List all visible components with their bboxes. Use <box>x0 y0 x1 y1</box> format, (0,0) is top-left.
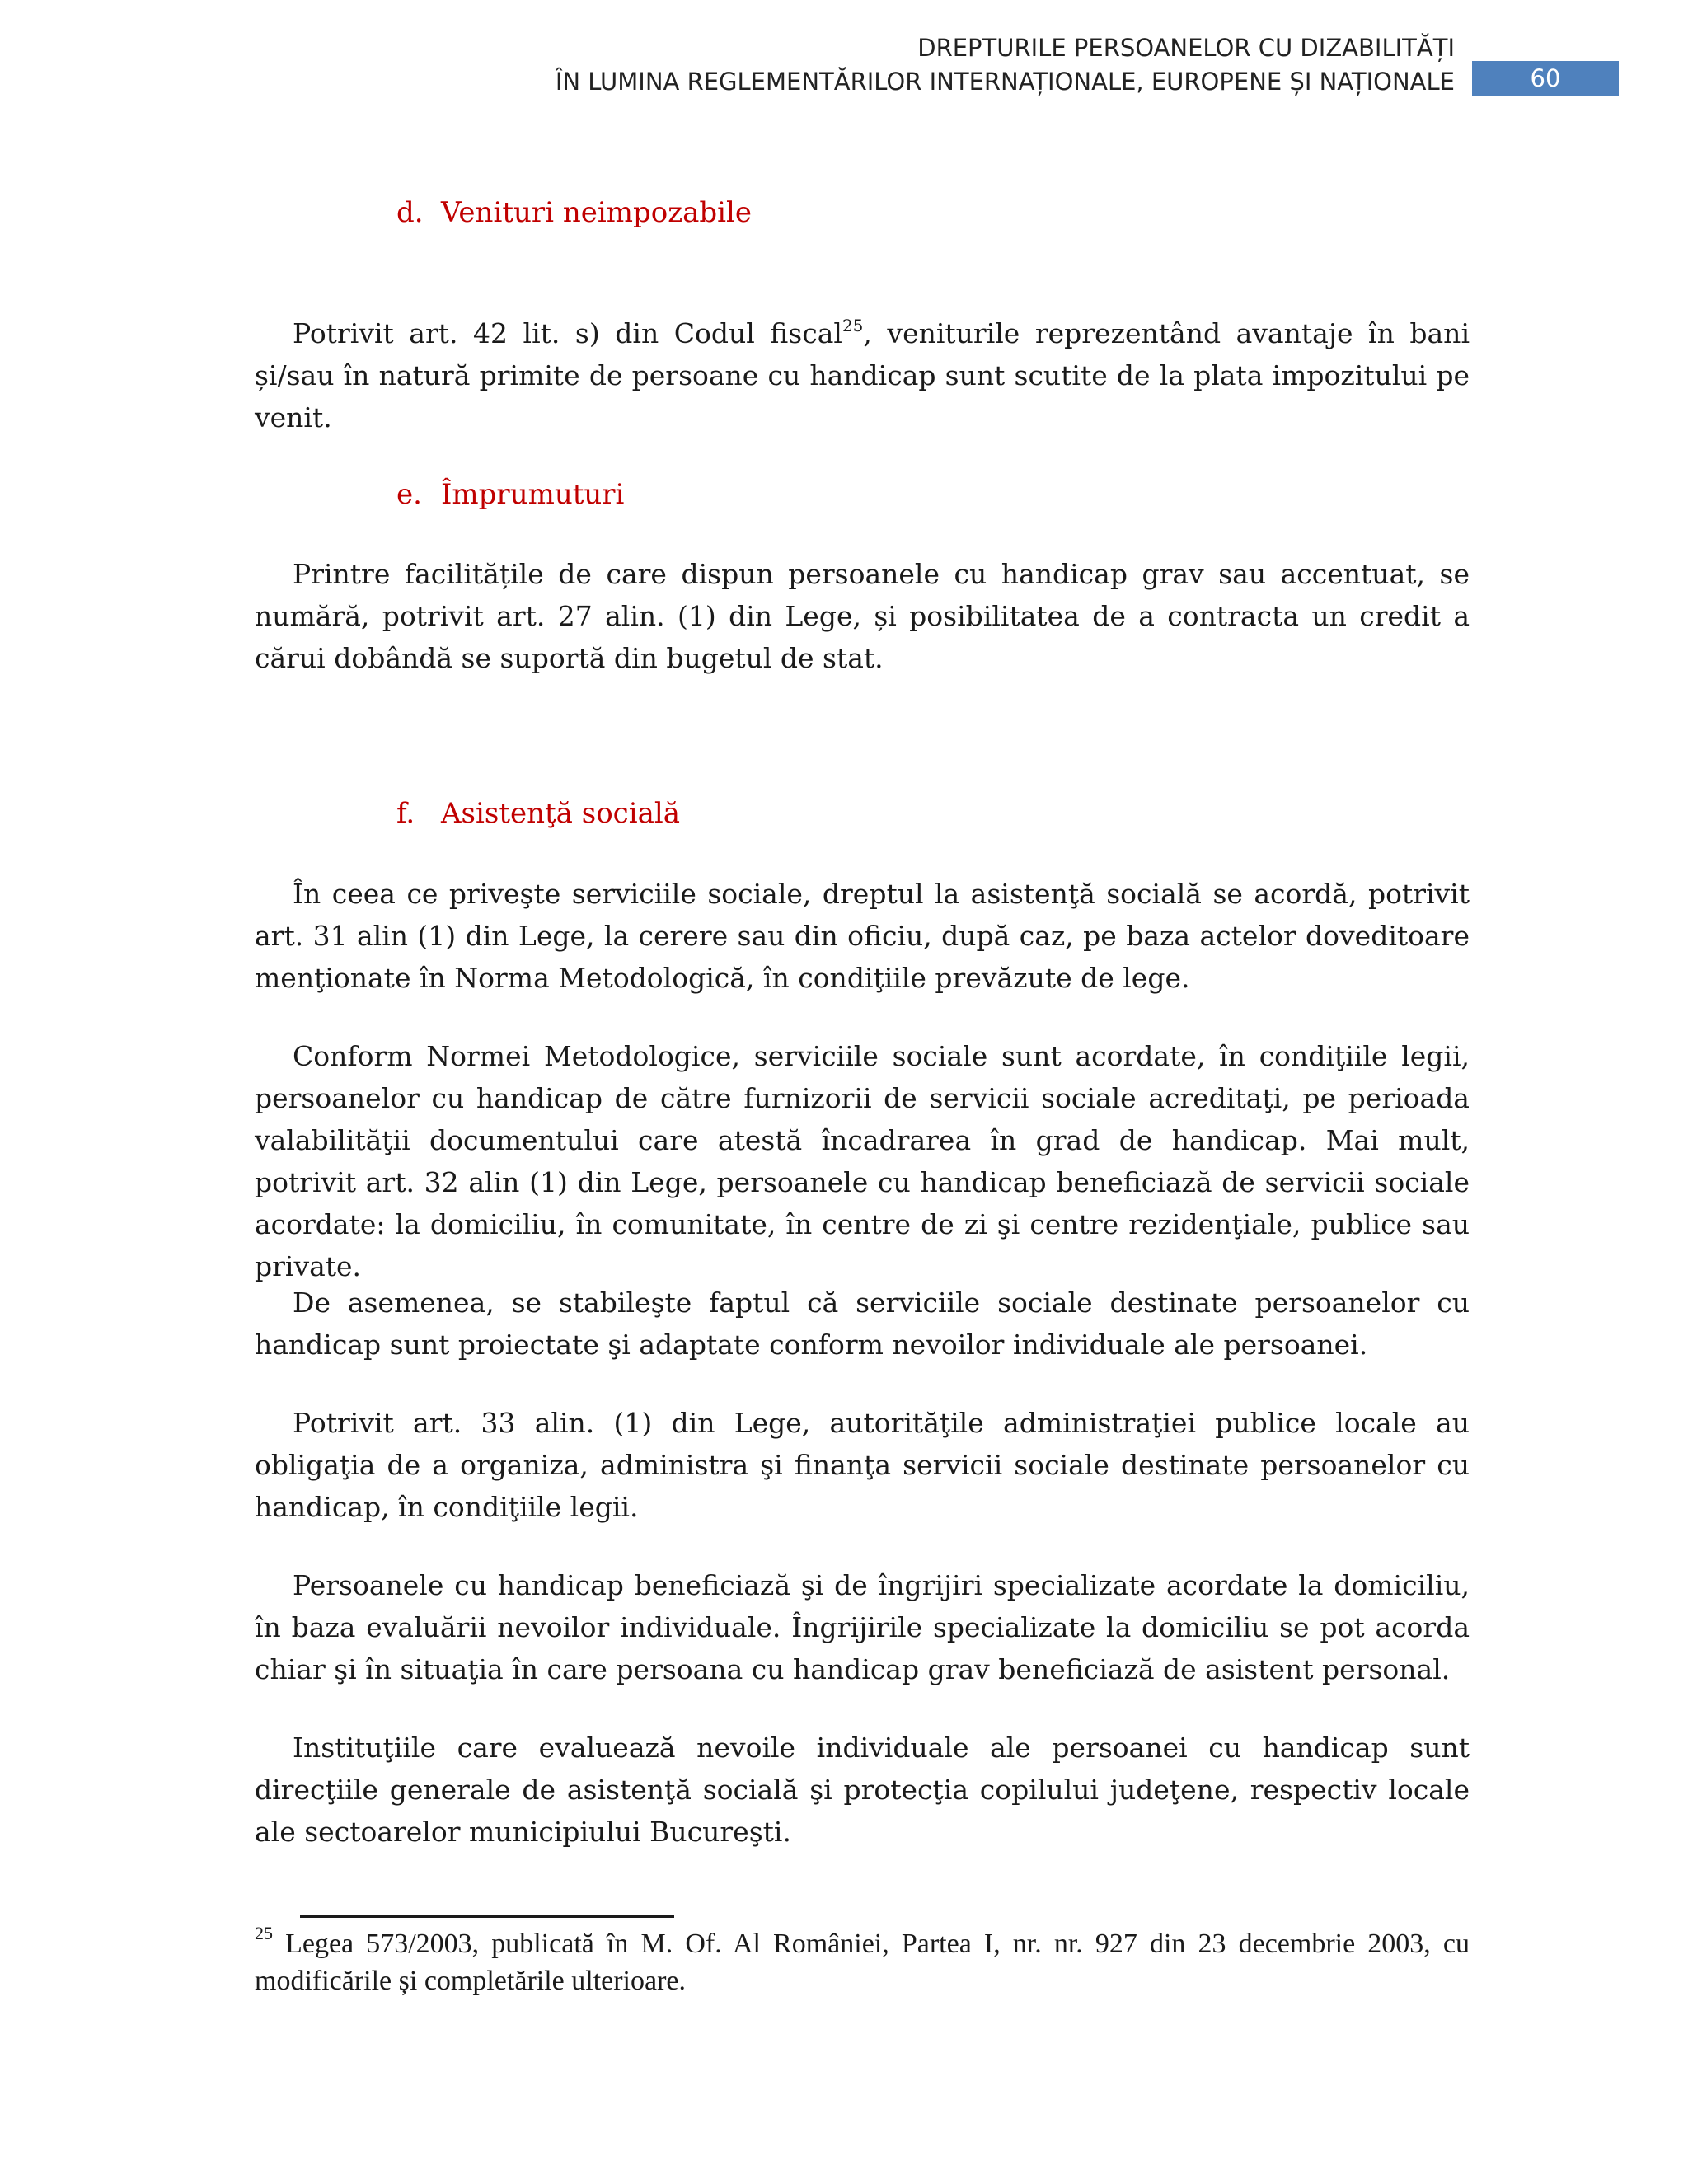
page-number-badge: 60 <box>1472 61 1619 96</box>
paragraph-asistenta-2: Conform Normei Metodologice, serviciile sociale sunt acordate, în condiţiile legii, persoanelor cu handicap de către furnizorii de servicii sociale acreditaţi, pe perioada valabilităţii documentului care atestă încadrarea în grad de handicap. Mai mult, potrivit art. 32 alin (1) din Lege, persoanele cu handicap beneficiază de servicii sociale acordate: la domiciliu, în comunitate, în centre de zi şi centre rezidenţiale, publice sau private. <box>255 1040 1470 1282</box>
paragraph-text: Potrivit art. 42 lit. s) din Codul fiscal <box>293 317 842 349</box>
paragraph-asistenta-3: De asemenea, se stabileşte faptul că serviciile sociale destinate persoanelor cu handicap sunt proiectate şi adaptate conform nevoilor individuale ale persoanei. <box>255 1286 1470 1361</box>
section-heading-asistenta <box>396 797 680 830</box>
section-letter: f. <box>396 797 415 830</box>
paragraph-imprumuturi: Printre facilitățile de care dispun persoanele cu handicap grav sau accentuat, se numără, potrivit art. 27 alin. (1) din Lege, și posibilitatea de a contracta un credit a cărui dobândă se suportă din bugetul de stat. <box>255 558 1470 674</box>
footnote-reference[interactable]: 25 <box>842 316 864 335</box>
section-letter: d. <box>396 196 424 229</box>
page-header <box>0 25 1688 99</box>
paragraph-asistenta-6: Instituţiile care evaluează nevoile individuale ale persoanei cu handicap sunt direcţiile generale de asistenţă socială şi protecţia copilului judeţene, respectiv locale ale sectoarelor municipiului Bucureşti. <box>255 1732 1470 1848</box>
paragraph-asistenta-4: Potrivit art. 33 alin. (1) din Lege, autorităţile administraţiei publice locale au obligaţia de a organiza, administra şi finanţa servicii sociale destinate persoanelor cu handicap, în condiţiile legii. <box>255 1407 1470 1523</box>
section-title: Asistenţă socială <box>441 797 680 830</box>
footnote-number: 25 <box>255 1923 273 1943</box>
paragraph-venituri <box>255 312 1470 438</box>
header-line-1: DREPTURILE PERSOANELOR CU DIZABILITĂȚI <box>917 34 1455 62</box>
section-title: Venituri neimpozabile <box>441 196 753 229</box>
footnote <box>255 1925 1470 1999</box>
paragraph-asistenta-1: În ceea ce priveşte serviciile sociale, dreptul la asistenţă socială se acordă, potrivit art. 31 alin (1) din Lege, la cerere sau din oficiu, după caz, pe baza actelor doveditoare menţionate în Norma Metodologică, în condiţiile prevăzute de lege. <box>255 878 1470 994</box>
running-header <box>556 31 1455 99</box>
paragraph-asistenta-5: Persoanele cu handicap beneficiază şi de îngrijiri specializate acordate la domiciliu, în baza evaluării nevoilor individuale. Îngrijirile specializate la domiciliu se pot acorda chiar şi în situaţia în care persoana cu handicap grav beneficiază de asistent personal. <box>255 1569 1470 1685</box>
section-title: Împrumuturi <box>441 478 625 511</box>
section-letter: e. <box>396 478 422 511</box>
section-heading-venituri <box>396 196 752 229</box>
header-line-2: ÎN LUMINA REGLEMENTĂRILOR INTERNAȚIONALE, EUROPENE ȘI NAȚIONALE <box>555 68 1455 96</box>
footnote-text: Legea 573/2003, publicată în M. Of. Al României, Partea I, nr. nr. 927 din 23 decembrie 2003, cu modificările și completările ulterioare. <box>255 1929 1470 1996</box>
footnote-separator <box>300 1915 674 1918</box>
section-heading-imprumuturi <box>396 478 624 511</box>
paragraph-text: , veniturile reprezentând avantaje în bani și/sau în natură primite de persoane cu handicap sunt scutite de la plata impozitului pe venit. <box>255 317 1470 434</box>
